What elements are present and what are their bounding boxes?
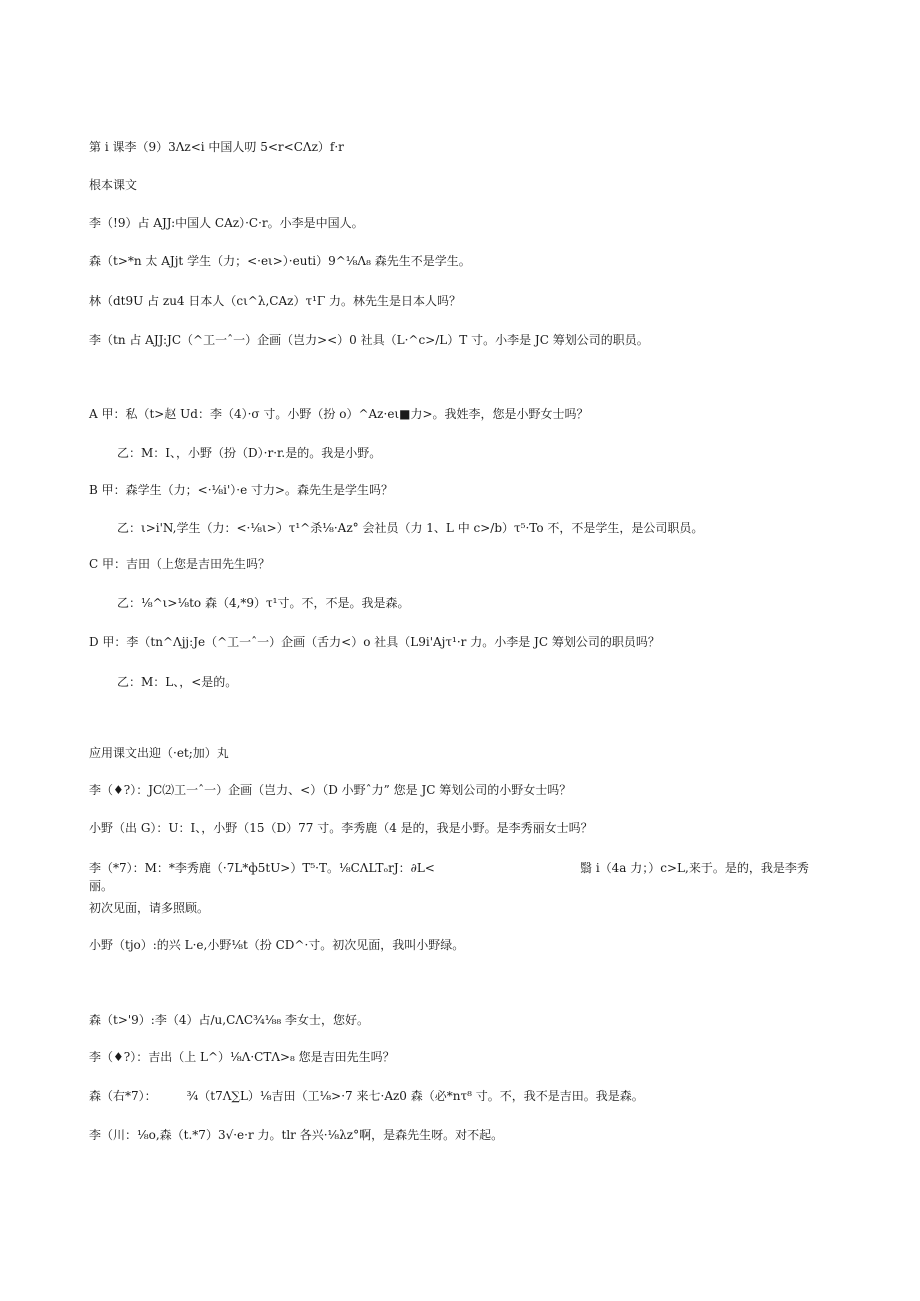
applied-text-line: 李（♦?）：JC⑵工一ˆ一）企画（岂力、<）（D 小野ˆ力” 您是 JC 筹划公司的小野女士吗？ (89, 783, 572, 797)
basic-text-line: 森（t>*n 太 AJjt 学生（力；<·eι>）·euti）9^⅛Λ₈ 森先生不是学生。 (89, 254, 471, 268)
dialogue-line: D 甲：李（tn^Λjj:Je（^工一ˆ一）企画（舌力<）o 社具（L9i'Ajτ¹·r 力。小李是 JC 筹划公司的职员吗？ (89, 635, 660, 649)
basic-text-line: 李（!9）占 AJJ:中国人 CAz）·C·r。小李是中国人。 (89, 216, 364, 230)
applied-text-line: 小野（tjo）:的兴 L·e,小野⅛t（扮 CD^·寸。初次见面，我叫小野绿。 (89, 938, 465, 952)
basic-text-line: 李（tn 占 AJJ:JC（^工一ˆ一）企画（岂力><）0 社具（L·^c>/L）T 寸。小李是 JC 筹划公司的职员。 (89, 333, 649, 347)
section-heading-applied: 应用课文出迎（·et;加）丸 (89, 746, 229, 760)
dialogue-line: 乙：⅛^ι>⅛to 森（4,*9）τ¹寸。不，不是。我是森。 (117, 596, 410, 610)
dialogue-line: 乙：M：I、，小野（扮（D）·r·r.是的。我是小野。 (117, 446, 382, 460)
dialogue2-line: 森（右*7）： ¾（t7Λ∑L）⅛吉田（工⅛>·7 来七·Az0 森（必*nτ⁸ 寸。不，我不是吉田。我是森。 (89, 1089, 644, 1103)
applied-text-line: 初次见面，请多照顾。 (89, 901, 210, 915)
dialogue-line: B 甲：森学生（力；<·⅛i'）·e 寸力>。森先生是学生吗？ (89, 483, 394, 497)
dialogue2-line: 李（♦?）：吉出（上 L^）⅛Λ·CTΛ>₈ 您是吉田先生吗？ (89, 1050, 395, 1064)
dialogue2-line: 森（t>'9）:李（4）占/u,CΛC¾⅛₈ 李女士，您好。 (89, 1013, 369, 1027)
lesson-title: 第 i 课李（9）3Λz<i 中国人叨 5<r<CΛz）f·r (89, 140, 344, 154)
dialogue-line: 乙：M：L、，<是的。 (117, 675, 238, 689)
basic-text-line: 林（dt9U 占 zu4 日本人（cι^λ,CAz）τ¹Γ 力。林先生是日本人吗？ (89, 294, 462, 308)
applied-text-fragment: 翳 i（4a 力；）c>L,来于。是的，我是李秀 (580, 861, 809, 875)
dialogue-line: A 甲：私（t>赵 Ud：李（4）·σ 寸。小野（扮 o）^Az·eι■力>。我姓李，您是小野女士吗？ (89, 407, 589, 421)
dialogue-line: 乙：ι>i'N,学生（力：<·⅛ι>）τ¹^杀⅛·Az° 会社员（力 1、L 中 c>/b）τ⁵·To 不，不是学生，是公司职员。 (117, 521, 704, 535)
dialogue2-line: 李（川：⅛o,森（t.*7）3√·e·r 力。tlr 各兴·⅛λz°啊，是森先生呀。对不起。 (89, 1128, 504, 1142)
applied-text-line: 小野（出 G）：U：I、，小野（15（D）77 寸。李秀鹿（4 是的，我是小野。是李秀丽女士吗？ (89, 821, 593, 835)
applied-text-line: 丽。 (89, 879, 114, 893)
dialogue-line: C 甲：吉田（上您是吉田先生吗？ (89, 557, 270, 571)
applied-text-line: 李（*7）：M：*李秀鹿（·7L*ф5tU>）T⁵·T。⅛CΛLTₒrJ：∂L< (89, 861, 435, 875)
section-heading-basic: 根本课文 (89, 178, 138, 192)
